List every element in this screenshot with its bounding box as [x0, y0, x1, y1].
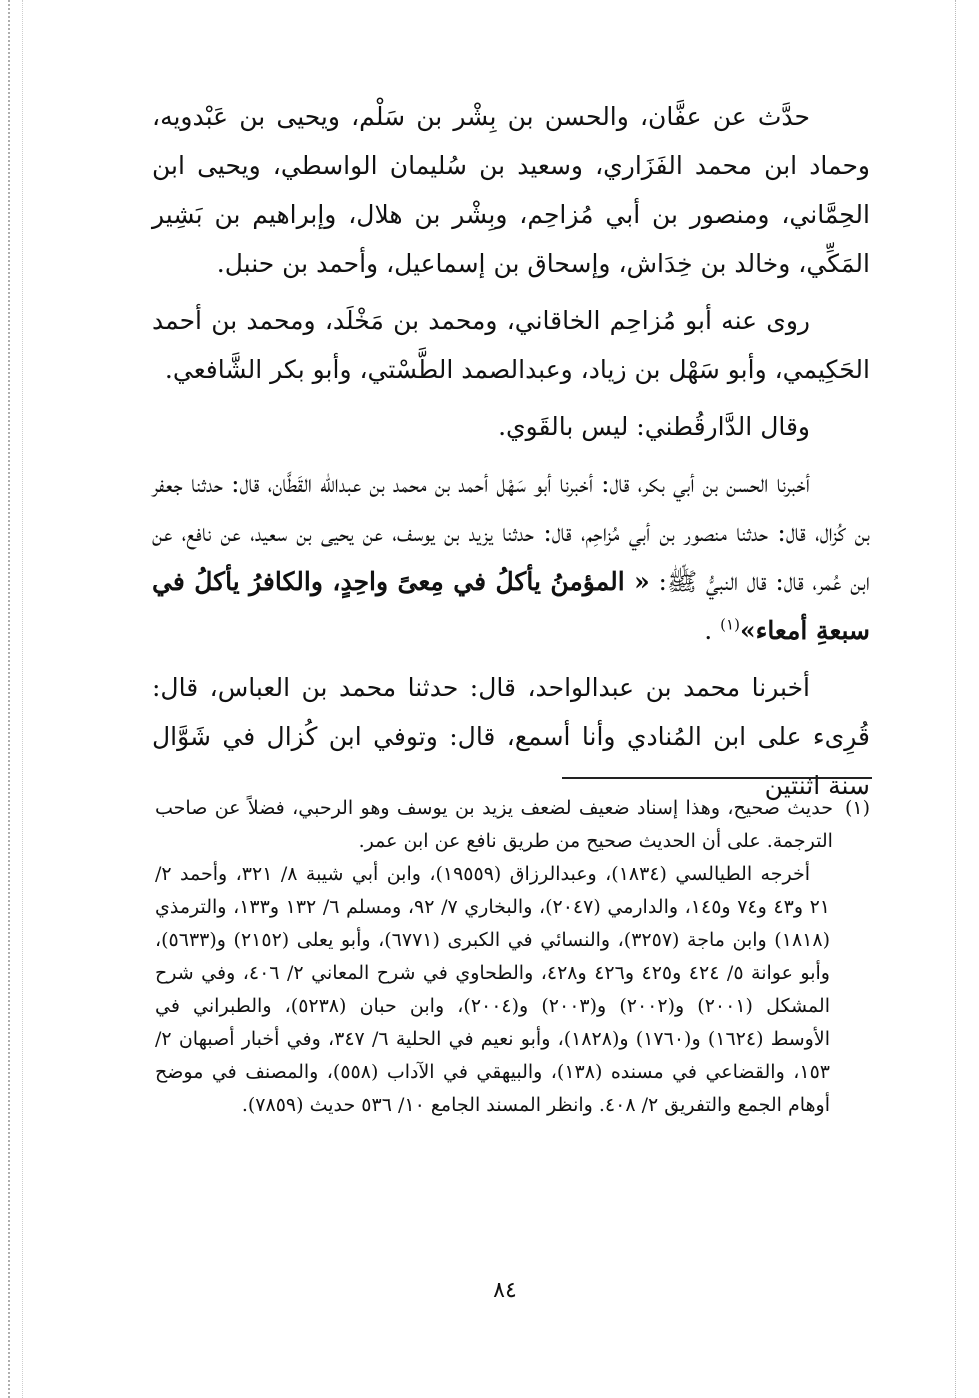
- scan-edge-left-inner: [22, 0, 23, 1398]
- hadith-quote: « المؤمنُ يأكلُ في مِعىً واحِدٍ، والكافرُ يأكلُ في سبعةِ أمعاء»: [152, 567, 870, 645]
- footnote-takhrij: أخرجه الطيالسي (١٨٣٤)، وعبدالرزاق (١٩٥٥٩)، وابن أبي شيبة ٨/ ٣٢١، وأحمد ٢/ ٢١ و٤٣ و٧٤ و١٤٥، والدارمي (٢٠٤٧)، والبخاري ٧/ ٩٢، ومسلم ٦/ ١٣٢ و١٣٣، والترمذي (١٨١٨) وابن ماجة (٣٢٥٧)، والنسائي في الكبرى (٦٧٧١)، وأبو يعلى (٢١٥٢) و(٥٦٣٣)، وأبو عوانة ٥/ ٤٢٤ و٤٢٥ و٤٢٦ و٤٢٨، والطحاوي في شرح المعاني ٢/ ٤٠٦، وفي شرح المشكل (٢٠٠١) و(٢٠٠٢) و(٢٠٠٣) و(٢٠٠٤)، وابن حبان (٥٢٣٨)، والطبراني في الأوسط (١٦٢٤) و(١٧٦٠) و(١٨٢٨)، وأبو نعيم في الحلية ٦/ ٣٤٧، وفي أخبار أصبهان ٢/ ١٥٣، والقضاعي في مسنده (١٣٨)، والبيهقي في الآداب (٥٥٨)، والمصنف في موضح أوهام الجمع والتفريق ٢/ ٤٠٨. وانظر المسند الجامع ١٠/ ٥٣٦ حديث (٧٨٥٩).: [155, 863, 831, 1116]
- page-number: ٨٤: [493, 1278, 517, 1303]
- paragraph-narrators-heard: حدَّث عن عفَّان، والحسن بن بِشْر بن سَلْم، ويحيى بن عَبْدويه، وحماد ابن محمد الفَزَاري، وسعيد بن سُليمان الواسطي، ويحيى ابن الحِمَّاني، ومنصور بن أبي مُزاحِم، وبِشْر بن هلال، وإبراهيم بن بَشِير المَكِّي، وخالد بن خِدَاش، وإسحاق بن إسماعيل، وأحمد بن حنبل.: [152, 102, 870, 278]
- paragraph-daraqutni: وقال الدَّارقُطني: ليس بالقَوي.: [498, 412, 810, 441]
- footnote-number: (١): [844, 797, 870, 819]
- paragraph-hadith: [152, 459, 870, 655]
- main-text: [152, 92, 870, 818]
- hadith-chain: أخبرنا الحسن بن أبي بكر، قال: أخبرنا أبو سَهْل أحمد بن محمد بن عبدالله القَطَّان، قال: حدثنا جعفر بن كُزال، قال: حدثنا منصور بن أبي مُزاحِم، قال: حدثنا يزيد بن يوسف، عن يحيى بن سعيد، عن نافع، عن ابن عُمر، قال: قال النبيُّ ﷺ:: [152, 469, 870, 596]
- footnotes: [155, 792, 870, 1122]
- hadith-end: .: [704, 616, 721, 645]
- footnote-separator: [562, 777, 872, 779]
- paragraph-death-report: أخبرنا محمد بن عبدالواحد، قال: حدثنا محمد بن العباس، قال: قُرِىء على ابن المُنادي وأنا أسمع، قال: وتوفي ابن كُزال في شَوَّال سنة اثنتين: [152, 673, 870, 800]
- paragraph-narrators-from: روى عنه أبو مُزاحِم الخاقاني، ومحمد بن مَخْلَد، ومحمد بن أحمد الحَكِيمي، وأبو سَهْل بن زياد، وعبدالصمد الطَّسْتي، وأبو بكر الشَّافعي.: [152, 306, 870, 384]
- footnote-1: [155, 792, 870, 858]
- scan-edge-left: [8, 0, 10, 1398]
- footnote-grading: حديث صحيح، وهذا إسناد ضعيف لضعف يزيد بن يوسف وهو الرحبي، فضلاً عن صاحب الترجمة. على أن الحديث صحيح من طريق نافع عن ابن عمر.: [155, 797, 833, 852]
- footnote-marker: (١): [720, 615, 740, 634]
- scan-edge-right: [955, 0, 956, 1398]
